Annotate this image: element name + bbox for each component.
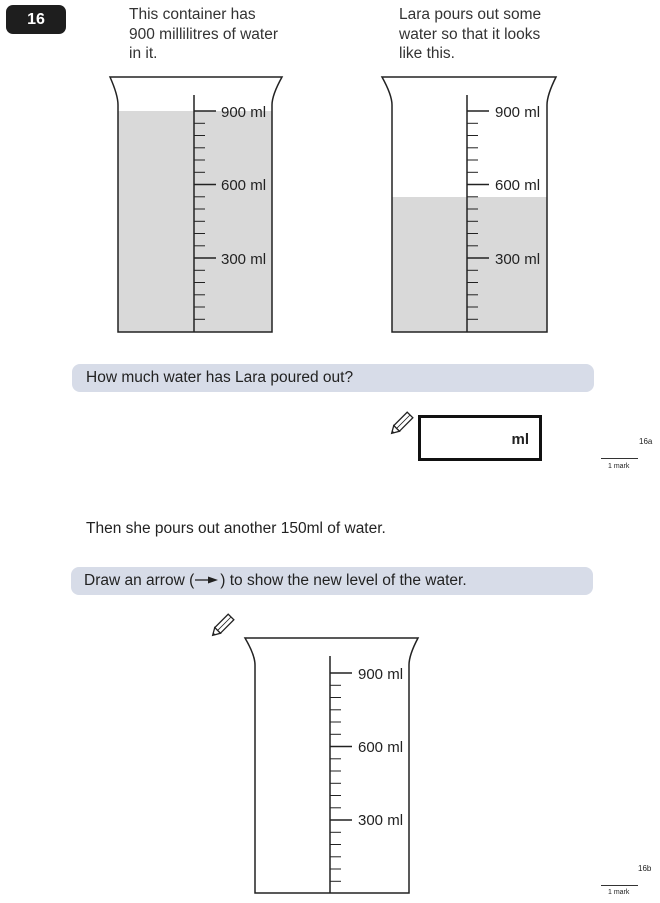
part-b-prompt-before: Draw an arrow (	[84, 572, 195, 589]
beaker-left-label-600: 600 ml	[221, 177, 267, 194]
intro-left-text: This container has 900 millilitres of water in it.	[129, 6, 279, 62]
beaker-right-label-900: 900 ml	[495, 104, 541, 121]
beaker-bottom-label-300: 300 ml	[358, 812, 404, 829]
beaker-right	[382, 77, 556, 332]
beaker-bottom[interactable]	[245, 638, 418, 893]
beaker-bottom-label-600: 600 ml	[358, 739, 404, 756]
beaker-right-label-600: 600 ml	[495, 177, 541, 194]
mark-label-16a: 1 mark	[608, 463, 630, 470]
margin-code-16b: 16b	[638, 864, 652, 873]
beaker-left-label-300: 300 ml	[221, 251, 267, 268]
mark-box-line	[601, 885, 638, 886]
mark-box-line	[601, 458, 638, 459]
beaker-bottom-label-900: 900 ml	[358, 666, 404, 683]
beaker-left	[110, 77, 282, 332]
pencil-icon	[210, 614, 234, 638]
beaker-bottom-ticks	[330, 673, 352, 881]
question-number: 16	[6, 5, 66, 34]
pencil-icon	[389, 412, 413, 436]
part-b-prompt-after: ) to show the new level of the water.	[220, 572, 467, 589]
mark-label-16b: 1 mark	[608, 889, 630, 896]
pour-statement: Then she pours out another 150ml of water.	[86, 520, 386, 537]
beaker-left-label-900: 900 ml	[221, 104, 267, 121]
answer-unit-label: ml	[511, 431, 529, 448]
beaker-right-label-300: 300 ml	[495, 251, 541, 268]
intro-right-text: Lara pours out some water so that it looks like this.	[399, 6, 542, 62]
answer-input-box[interactable]	[418, 415, 542, 461]
part-a-prompt: How much water has Lara poured out?	[72, 364, 594, 392]
arrow-icon	[194, 574, 220, 586]
margin-code-16a: 16a	[639, 437, 653, 446]
part-b-prompt	[71, 567, 593, 595]
